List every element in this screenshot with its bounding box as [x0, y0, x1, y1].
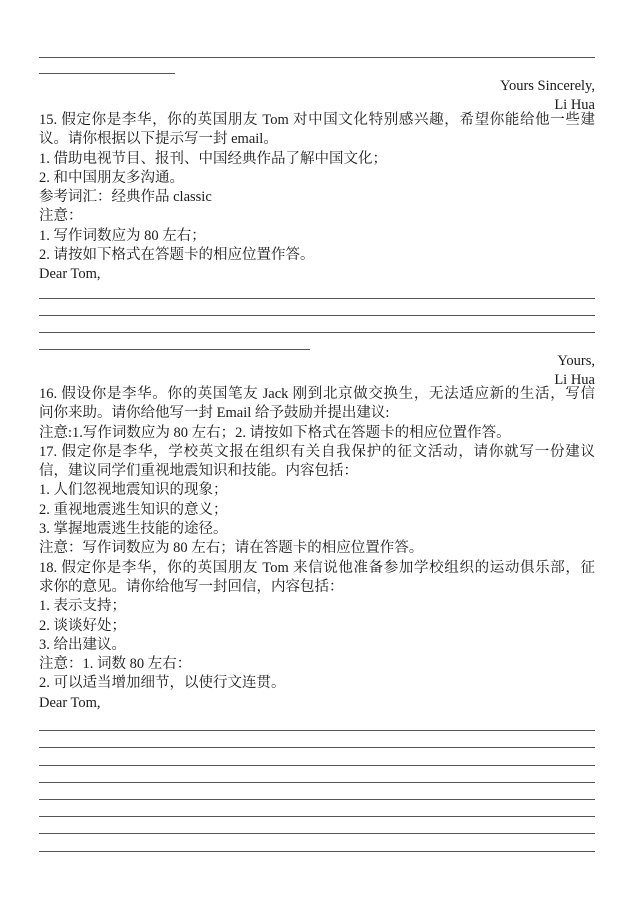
answer-line	[39, 57, 595, 58]
answer-line	[39, 816, 595, 817]
answer-line-short	[39, 73, 175, 74]
point: 1. 人们忽视地震知识的现象；	[39, 482, 228, 499]
answer-line-short	[39, 349, 310, 350]
salutation: Dear Tom,	[39, 266, 101, 283]
answer-line	[39, 730, 595, 731]
prompt-line: 求你的意见。请你给他写一封回信，内容包括：	[39, 578, 344, 595]
point: 2. 重视地震逃生知识的意义；	[39, 501, 228, 518]
point: 2. 和中国朋友多沟通。	[39, 169, 184, 186]
signature: Li Hua	[554, 97, 595, 114]
answer-line	[39, 799, 595, 800]
note: 注意：写作词数应为 80 左右；请在答题卡的相应位置作答。	[39, 540, 424, 557]
note: 注意：1. 词数 80 左右：	[39, 656, 192, 673]
closing-line: Yours Sincerely,	[499, 78, 595, 94]
answer-line	[39, 298, 595, 299]
point: 3. 给出建议。	[39, 636, 126, 653]
prompt-line: 信，建议同学们重视地震知识和技能。内容包括：	[39, 463, 358, 480]
answer-line	[39, 833, 595, 834]
closing-line: Yours,	[557, 353, 595, 369]
salutation: Dear Tom,	[39, 694, 101, 711]
prompt-line: 问你来助。请你给他写一封 Email 给予鼓励并提出建议:	[39, 405, 390, 422]
answer-line	[39, 315, 595, 316]
answer-line	[39, 332, 595, 333]
note-label: 注意：	[39, 208, 83, 225]
prompt-line: 17. 假定你是李华，学校英文报在组织有关自我保护的征文活动，请你就写一份建议	[39, 443, 595, 460]
point: 1. 表示支持；	[39, 598, 126, 615]
note: 2. 可以适当增加细节，以使行文连贯。	[39, 675, 286, 692]
answer-line	[39, 851, 595, 852]
point: 1. 借助电视节目、报刊、中国经典作品了解中国文化；	[39, 150, 387, 167]
point: 2. 谈谈好处；	[39, 617, 126, 634]
vocab: 参考词汇：经典作品 classic	[39, 189, 212, 206]
q14-closing	[39, 77, 595, 116]
answer-line	[39, 782, 595, 783]
prompt-line: 15. 假定你是李华，你的英国朋友 Tom 对中国文化特别感兴趣，希望你能给他一些建	[39, 112, 595, 128]
prompt-line: 议。请你根据以下提示写一封 email。	[39, 131, 278, 148]
point: 3. 掌握地震逃生技能的途径。	[39, 521, 228, 538]
prompt-line: 18. 假定你是李华，你的英国朋友 Tom 来信说他准备参加学校组织的运动俱乐部，征	[39, 559, 595, 576]
answer-line	[39, 747, 595, 748]
answer-line	[39, 765, 595, 766]
questions-16-18	[39, 385, 595, 713]
note: 2. 请按如下格式在答题卡的相应位置作答。	[39, 247, 315, 264]
note: 1. 写作词数应为 80 左右；	[39, 227, 206, 244]
note: 注意:1.写作词数应为 80 左右；2. 请按如下格式在答题卡的相应位置作答。	[39, 424, 511, 441]
prompt-line: 16. 假设你是李华。你的英国笔友 Jack 刚到北京做交换生，无法适应新的生活，写信	[39, 386, 595, 402]
signature: Li Hua	[554, 372, 595, 389]
question-15	[39, 111, 595, 285]
